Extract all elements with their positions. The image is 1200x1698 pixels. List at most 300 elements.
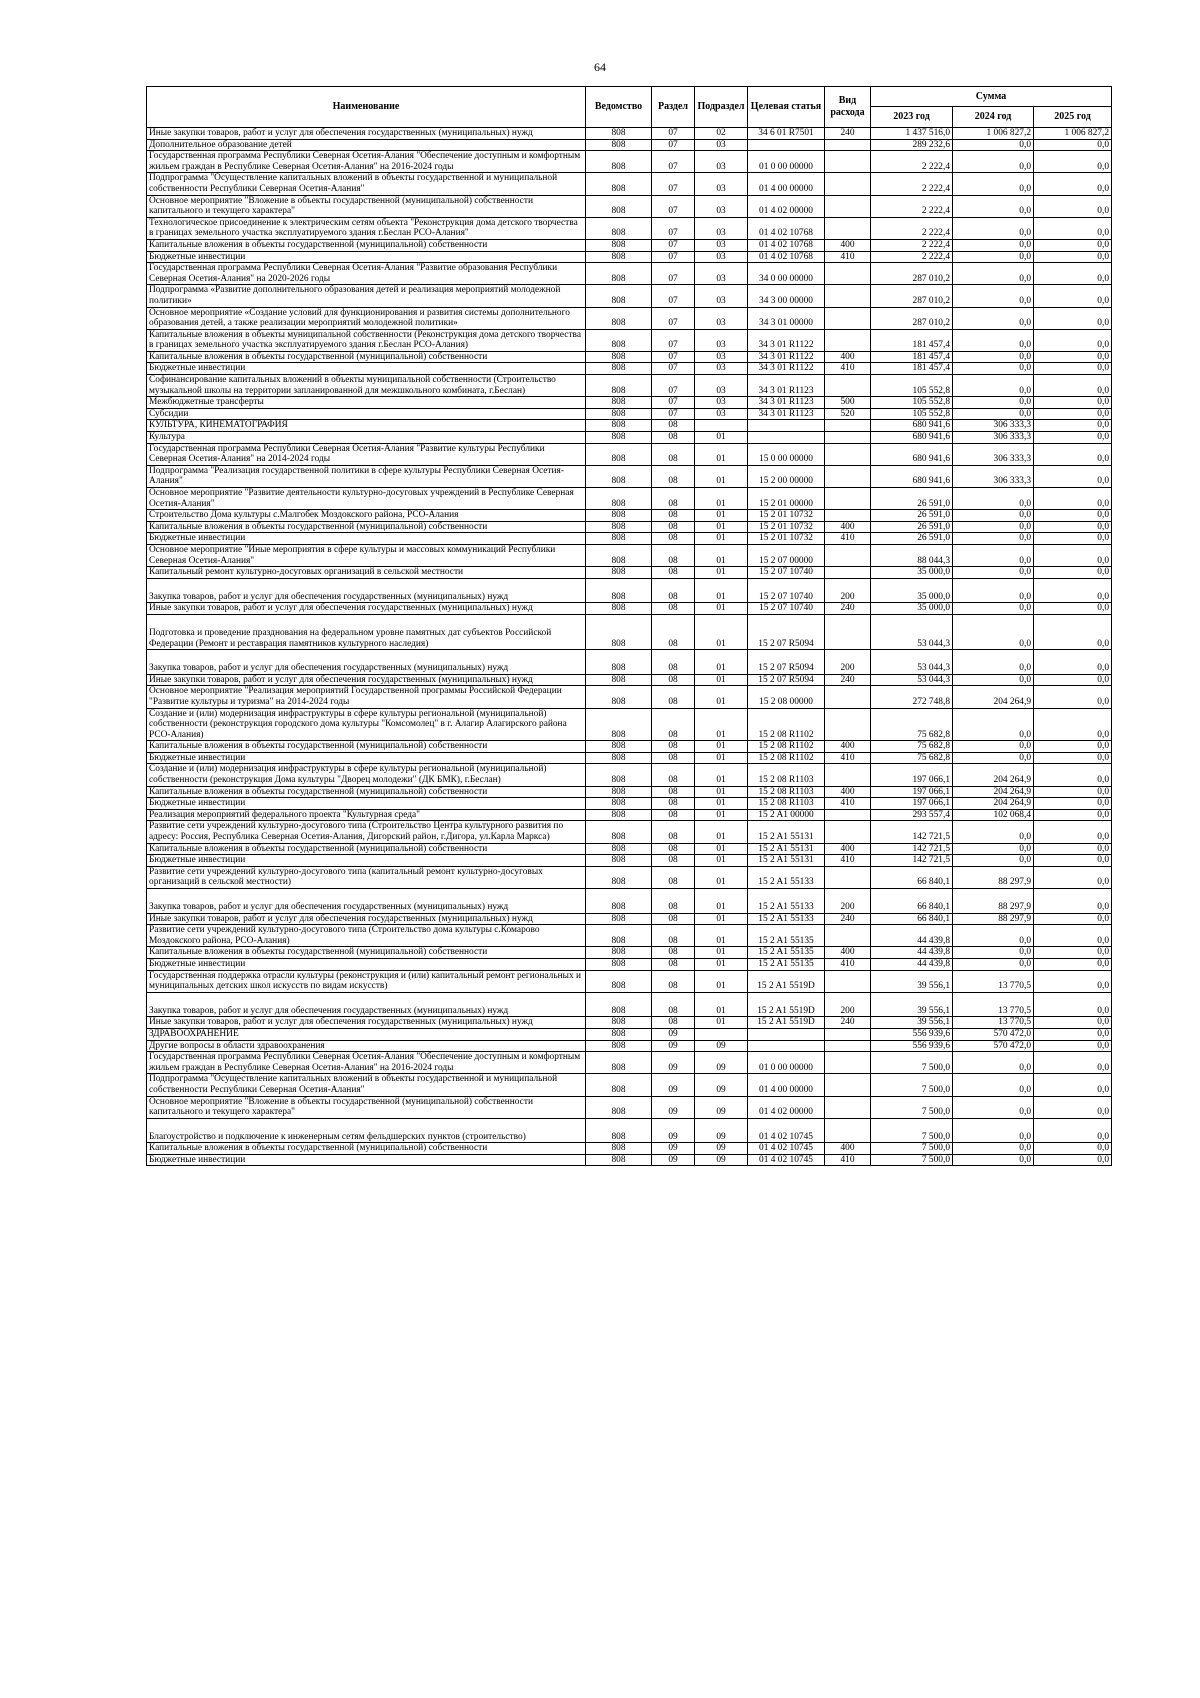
table-row (147, 1017, 1112, 1029)
cell-dept: 808 (586, 397, 652, 409)
cell-expense-type (825, 1052, 871, 1074)
cell-sum-2023: 293 557,4 (871, 809, 953, 821)
cell-subsection: 01 (695, 510, 748, 522)
cell-sum-2023: 35 000,0 (871, 603, 953, 615)
cell-name: Межбюджетные трансферты (147, 397, 586, 409)
cell-section: 07 (652, 363, 695, 375)
table-row (147, 533, 1112, 545)
table-header-row (147, 87, 1112, 107)
cell-sum-2025: 0,0 (1034, 195, 1112, 217)
cell-subsection: 09 (695, 1040, 748, 1052)
cell-section: 07 (652, 195, 695, 217)
cell-section: 09 (652, 1028, 695, 1040)
cell-target: 15 2 07 00000 (748, 544, 825, 566)
cell-sum-2025: 0,0 (1034, 408, 1112, 420)
cell-sum-2024: 0,0 (953, 650, 1034, 675)
table-row (147, 1040, 1112, 1052)
cell-subsection: 09 (695, 1096, 748, 1118)
header-section: Раздел (652, 87, 695, 128)
cell-sum-2024: 0,0 (953, 351, 1034, 363)
cell-expense-type (825, 443, 871, 465)
cell-name: Культура (147, 432, 586, 444)
cell-dept: 808 (586, 1096, 652, 1118)
cell-sum-2023: 680 941,6 (871, 465, 953, 487)
cell-expense-type: 400 (825, 351, 871, 363)
cell-subsection: 01 (695, 488, 748, 510)
cell-name: Создание и (или) модернизация инфраструктуры в сфере культуры региональной (муниципальной) собственности (реконструкция городского дома культуры "Комсомолец" в г. Алагир Алагирского района РСО-Алания) (147, 708, 586, 741)
table-row (147, 650, 1112, 675)
cell-dept: 808 (586, 285, 652, 307)
cell-expense-type: 400 (825, 239, 871, 251)
cell-sum-2024: 570 472,0 (953, 1040, 1034, 1052)
table-row (147, 195, 1112, 217)
cell-dept: 808 (586, 408, 652, 420)
cell-target (748, 1028, 825, 1040)
cell-sum-2023: 181 457,4 (871, 363, 953, 375)
cell-sum-2024: 13 770,5 (953, 992, 1034, 1017)
table-row (147, 578, 1112, 603)
cell-target: 01 0 00 00000 (748, 1052, 825, 1074)
cell-section: 08 (652, 992, 695, 1017)
cell-subsection: 01 (695, 913, 748, 925)
table-row (147, 764, 1112, 786)
cell-section: 07 (652, 408, 695, 420)
cell-section: 08 (652, 533, 695, 545)
cell-expense-type (825, 1118, 871, 1143)
cell-dept: 808 (586, 843, 652, 855)
cell-sum-2023: 289 232,6 (871, 139, 953, 151)
cell-name: Развитие сети учреждений культурно-досугового типа (Строительство Центра культурного развития по адресу: Россия, Республика Северная Осетия-Алания, Дигорский район, г.Дигора, ул.Карла Маркса) (147, 821, 586, 843)
cell-sum-2024: 88 297,9 (953, 889, 1034, 914)
cell-subsection: 09 (695, 1118, 748, 1143)
cell-subsection: 01 (695, 958, 748, 970)
cell-dept: 808 (586, 375, 652, 397)
cell-name: ЗДРАВООХРАНЕНИЕ (147, 1028, 586, 1040)
cell-expense-type (825, 614, 871, 649)
cell-subsection: 01 (695, 855, 748, 867)
cell-subsection: 01 (695, 866, 748, 888)
cell-section: 08 (652, 521, 695, 533)
cell-dept: 808 (586, 578, 652, 603)
cell-section: 08 (652, 798, 695, 810)
cell-expense-type (825, 925, 871, 947)
table-row (147, 741, 1112, 753)
cell-name: Основное мероприятие "Вложение в объекты государственной (муниципальной) собственности капитального и текущего характера" (147, 195, 586, 217)
cell-sum-2024: 0,0 (953, 408, 1034, 420)
table-row (147, 420, 1112, 432)
cell-sum-2024: 102 068,4 (953, 809, 1034, 821)
cell-name: Капитальный ремонт культурно-досуговых организаций в сельской местности (147, 567, 586, 579)
cell-subsection: 01 (695, 992, 748, 1017)
header-expense-type: Вид расхода (825, 87, 871, 128)
cell-section: 08 (652, 947, 695, 959)
table-row (147, 1052, 1112, 1074)
cell-target: 15 2 07 R5094 (748, 674, 825, 686)
cell-target: 01 4 00 00000 (748, 1074, 825, 1096)
cell-subsection: 03 (695, 139, 748, 151)
table-row (147, 151, 1112, 173)
cell-sum-2025: 0,0 (1034, 263, 1112, 285)
cell-section: 08 (652, 866, 695, 888)
cell-name: Основное мероприятие "Иные мероприятия в сфере культуры и массовых коммуникаций Республики Северная Осетия-Алания" (147, 544, 586, 566)
cell-sum-2024: 0,0 (953, 375, 1034, 397)
cell-expense-type (825, 567, 871, 579)
cell-sum-2024: 0,0 (953, 614, 1034, 649)
header-year-2023: 2023 год (871, 107, 953, 128)
cell-sum-2024: 0,0 (953, 263, 1034, 285)
cell-expense-type: 500 (825, 397, 871, 409)
cell-dept: 808 (586, 958, 652, 970)
cell-sum-2023: 2 222,4 (871, 217, 953, 239)
cell-dept: 808 (586, 603, 652, 615)
cell-expense-type (825, 1040, 871, 1052)
table-row (147, 958, 1112, 970)
cell-dept: 808 (586, 488, 652, 510)
cell-target: 15 2 A1 5519D (748, 970, 825, 992)
table-row (147, 443, 1112, 465)
cell-section: 09 (652, 1143, 695, 1155)
cell-sum-2023: 44 439,8 (871, 947, 953, 959)
cell-section: 09 (652, 1040, 695, 1052)
table-row (147, 614, 1112, 649)
cell-expense-type: 400 (825, 741, 871, 753)
cell-expense-type (825, 217, 871, 239)
cell-subsection: 01 (695, 567, 748, 579)
cell-sum-2023: 2 222,4 (871, 239, 953, 251)
cell-name: Капитальные вложения в объекты государственной (муниципальной) собственности (147, 843, 586, 855)
cell-sum-2025: 0,0 (1034, 397, 1112, 409)
cell-target: 15 2 A1 55133 (748, 889, 825, 914)
table-row (147, 567, 1112, 579)
cell-section: 08 (652, 786, 695, 798)
cell-sum-2024: 0,0 (953, 239, 1034, 251)
cell-sum-2023: 7 500,0 (871, 1118, 953, 1143)
cell-name: Капитальные вложения в объекты государственной (муниципальной) собственности (147, 1143, 586, 1155)
table-row (147, 329, 1112, 351)
cell-expense-type: 400 (825, 786, 871, 798)
cell-name: Реализация мероприятий федерального проекта "Культурная среда" (147, 809, 586, 821)
cell-sum-2023: 181 457,4 (871, 329, 953, 351)
cell-expense-type: 200 (825, 992, 871, 1017)
table-row (147, 786, 1112, 798)
cell-sum-2025: 0,0 (1034, 764, 1112, 786)
cell-name: Субсидии (147, 408, 586, 420)
cell-sum-2023: 39 556,1 (871, 992, 953, 1017)
cell-dept: 808 (586, 1017, 652, 1029)
cell-sum-2024: 0,0 (953, 843, 1034, 855)
cell-name: Благоустройство и подключение к инженерным сетям фельдшерских пунктов (строительство) (147, 1118, 586, 1143)
cell-expense-type (825, 866, 871, 888)
cell-expense-type: 410 (825, 958, 871, 970)
cell-name: Закупка товаров, работ и услуг для обеспечения государственных (муниципальных) нужд (147, 650, 586, 675)
cell-sum-2025: 0,0 (1034, 510, 1112, 522)
cell-sum-2024: 0,0 (953, 1052, 1034, 1074)
cell-sum-2023: 556 939,6 (871, 1028, 953, 1040)
table-row (147, 708, 1112, 741)
cell-target: 15 2 08 R1103 (748, 786, 825, 798)
table-row (147, 375, 1112, 397)
cell-name: Основное мероприятие «Создание условий для функционирования и развития системы дополнительного образования детей, а также реализации мероприятий молодежной политики» (147, 307, 586, 329)
cell-sum-2025: 0,0 (1034, 1052, 1112, 1074)
cell-sum-2024: 0,0 (953, 1074, 1034, 1096)
cell-expense-type: 520 (825, 408, 871, 420)
table-row (147, 217, 1112, 239)
cell-target: 15 2 00 00000 (748, 465, 825, 487)
cell-name: Основное мероприятие "Развитие деятельности культурно-досуговых учреждений в Республике Северная Осетия-Алания" (147, 488, 586, 510)
cell-sum-2024: 0,0 (953, 925, 1034, 947)
cell-section: 08 (652, 510, 695, 522)
cell-subsection: 03 (695, 363, 748, 375)
table-row (147, 285, 1112, 307)
cell-subsection: 01 (695, 650, 748, 675)
cell-section: 07 (652, 239, 695, 251)
cell-target: 15 0 00 00000 (748, 443, 825, 465)
cell-expense-type: 200 (825, 889, 871, 914)
cell-dept: 808 (586, 798, 652, 810)
cell-section: 07 (652, 263, 695, 285)
cell-section: 08 (652, 614, 695, 649)
cell-section: 08 (652, 855, 695, 867)
cell-dept: 808 (586, 351, 652, 363)
cell-dept: 808 (586, 217, 652, 239)
cell-target: 15 2 A1 55131 (748, 855, 825, 867)
cell-section: 09 (652, 1096, 695, 1118)
cell-dept: 808 (586, 465, 652, 487)
cell-name: Капитальные вложения в объекты государственной (муниципальной) собственности (147, 947, 586, 959)
cell-sum-2023: 556 939,6 (871, 1040, 953, 1052)
cell-subsection: 03 (695, 375, 748, 397)
cell-sum-2023: 7 500,0 (871, 1074, 953, 1096)
cell-dept: 808 (586, 151, 652, 173)
cell-subsection: 01 (695, 947, 748, 959)
cell-target: 34 0 00 00000 (748, 263, 825, 285)
cell-section: 08 (652, 1017, 695, 1029)
cell-target: 15 2 A1 5519D (748, 992, 825, 1017)
table-row (147, 521, 1112, 533)
cell-sum-2024: 0,0 (953, 1143, 1034, 1155)
cell-sum-2024: 13 770,5 (953, 1017, 1034, 1029)
cell-section: 08 (652, 708, 695, 741)
cell-target: 15 2 08 R1102 (748, 752, 825, 764)
cell-subsection: 03 (695, 397, 748, 409)
cell-subsection: 03 (695, 251, 748, 263)
cell-target: 15 2 A1 55133 (748, 866, 825, 888)
cell-sum-2023: 26 591,0 (871, 533, 953, 545)
cell-subsection: 01 (695, 1017, 748, 1029)
cell-expense-type: 400 (825, 843, 871, 855)
cell-name: Бюджетные инвестиции (147, 798, 586, 810)
cell-sum-2025: 0,0 (1034, 1118, 1112, 1143)
cell-dept: 808 (586, 992, 652, 1017)
cell-sum-2023: 680 941,6 (871, 420, 953, 432)
cell-sum-2023: 287 010,2 (871, 307, 953, 329)
cell-subsection: 03 (695, 239, 748, 251)
cell-sum-2025: 0,0 (1034, 533, 1112, 545)
table-row (147, 139, 1112, 151)
cell-name: Капитальные вложения в объекты государственной (муниципальной) собственности (147, 521, 586, 533)
cell-expense-type: 400 (825, 1143, 871, 1155)
cell-expense-type: 400 (825, 947, 871, 959)
cell-section: 07 (652, 307, 695, 329)
cell-dept: 808 (586, 970, 652, 992)
cell-expense-type: 410 (825, 798, 871, 810)
cell-sum-2024: 0,0 (953, 251, 1034, 263)
cell-target: 01 4 02 10745 (748, 1143, 825, 1155)
table-row (147, 752, 1112, 764)
cell-sum-2024: 0,0 (953, 567, 1034, 579)
cell-target: 34 3 01 R1122 (748, 363, 825, 375)
cell-name: Государственная программа Республики Северная Осетия-Алания "Обеспечение доступным и комфортным жильем граждан в Республике Северная Осетия-Алания" на 2016-2024 годы (147, 1052, 586, 1074)
cell-dept: 808 (586, 764, 652, 786)
cell-subsection: 01 (695, 708, 748, 741)
cell-expense-type (825, 151, 871, 173)
cell-dept: 808 (586, 1040, 652, 1052)
cell-sum-2023: 105 552,8 (871, 397, 953, 409)
table-row (147, 173, 1112, 195)
cell-sum-2025: 0,0 (1034, 947, 1112, 959)
cell-dept: 808 (586, 307, 652, 329)
cell-sum-2025: 0,0 (1034, 786, 1112, 798)
cell-name: Иные закупки товаров, работ и услуг для обеспечения государственных (муниципальных) нужд (147, 128, 586, 140)
cell-sum-2025: 0,0 (1034, 139, 1112, 151)
cell-dept: 808 (586, 1074, 652, 1096)
cell-section: 08 (652, 821, 695, 843)
cell-sum-2025: 0,0 (1034, 578, 1112, 603)
cell-section: 07 (652, 351, 695, 363)
table-row (147, 128, 1112, 140)
cell-section: 09 (652, 1052, 695, 1074)
cell-sum-2024: 306 333,3 (953, 465, 1034, 487)
cell-sum-2024: 204 264,9 (953, 786, 1034, 798)
cell-sum-2023: 142 721,5 (871, 843, 953, 855)
cell-target (748, 420, 825, 432)
cell-section: 08 (652, 488, 695, 510)
cell-name: Подпрограмма "Осуществление капитальных вложений в объекты государственной и муниципальной собственности Республики Северная Осетия-Алания" (147, 173, 586, 195)
cell-dept: 808 (586, 752, 652, 764)
cell-name: Строительство Дома культуры с.Малгобек Моздокского района, РСО-Алания (147, 510, 586, 522)
cell-expense-type: 400 (825, 521, 871, 533)
cell-sum-2024: 0,0 (953, 947, 1034, 959)
cell-expense-type: 200 (825, 650, 871, 675)
cell-sum-2025: 0,0 (1034, 752, 1112, 764)
cell-subsection: 03 (695, 285, 748, 307)
cell-target: 34 3 01 R1123 (748, 408, 825, 420)
cell-sum-2024: 306 333,3 (953, 420, 1034, 432)
cell-expense-type (825, 1096, 871, 1118)
cell-sum-2025: 0,0 (1034, 686, 1112, 708)
cell-dept: 808 (586, 1143, 652, 1155)
cell-sum-2024: 0,0 (953, 1118, 1034, 1143)
cell-sum-2024: 0,0 (953, 329, 1034, 351)
cell-subsection: 09 (695, 1074, 748, 1096)
cell-target: 15 2 07 R5094 (748, 614, 825, 649)
cell-name: Технологическое присоединение к электрическим сетям объекта "Реконструкция дома детского творчества в границах земельного участка эксплуатируемого здания г.Беслан РСО-Алания" (147, 217, 586, 239)
cell-target: 15 2 01 10732 (748, 533, 825, 545)
cell-name: Закупка товаров, работ и услуг для обеспечения государственных (муниципальных) нужд (147, 992, 586, 1017)
cell-sum-2025: 0,0 (1034, 375, 1112, 397)
cell-sum-2024: 0,0 (953, 285, 1034, 307)
cell-dept: 808 (586, 128, 652, 140)
cell-section: 07 (652, 251, 695, 263)
cell-name: Бюджетные инвестиции (147, 1154, 586, 1166)
cell-name: Иные закупки товаров, работ и услуг для обеспечения государственных (муниципальных) нужд (147, 603, 586, 615)
table-row (147, 363, 1112, 375)
cell-sum-2023: 66 840,1 (871, 913, 953, 925)
cell-target: 34 3 01 00000 (748, 307, 825, 329)
cell-subsection: 09 (695, 1154, 748, 1166)
cell-dept: 808 (586, 866, 652, 888)
cell-sum-2024: 0,0 (953, 578, 1034, 603)
cell-subsection: 01 (695, 674, 748, 686)
cell-sum-2024: 13 770,5 (953, 970, 1034, 992)
header-subsection: Подраздел (695, 87, 748, 128)
cell-target: 34 3 01 R1123 (748, 397, 825, 409)
cell-section: 08 (652, 650, 695, 675)
cell-sum-2023: 1 437 516,0 (871, 128, 953, 140)
cell-sum-2025: 0,0 (1034, 821, 1112, 843)
cell-section: 07 (652, 139, 695, 151)
cell-section: 08 (652, 686, 695, 708)
cell-sum-2024: 0,0 (953, 674, 1034, 686)
cell-section: 08 (652, 913, 695, 925)
cell-sum-2024: 0,0 (953, 397, 1034, 409)
cell-sum-2025: 0,0 (1034, 650, 1112, 675)
cell-target (748, 432, 825, 444)
cell-sum-2023: 44 439,8 (871, 925, 953, 947)
cell-sum-2023: 680 941,6 (871, 443, 953, 465)
cell-target: 34 6 01 R7501 (748, 128, 825, 140)
table-row (147, 1118, 1112, 1143)
cell-section: 08 (652, 958, 695, 970)
cell-sum-2025: 0,0 (1034, 913, 1112, 925)
cell-sum-2025: 0,0 (1034, 798, 1112, 810)
cell-sum-2025: 0,0 (1034, 239, 1112, 251)
cell-name: Капитальные вложения в объекты государственной (муниципальной) собственности (147, 239, 586, 251)
cell-target (748, 1040, 825, 1052)
cell-expense-type (825, 708, 871, 741)
cell-subsection: 03 (695, 307, 748, 329)
cell-sum-2024: 0,0 (953, 821, 1034, 843)
cell-sum-2025: 0,0 (1034, 843, 1112, 855)
cell-name: Капитальные вложения в объекты государственной (муниципальной) собственности (147, 351, 586, 363)
cell-dept: 808 (586, 329, 652, 351)
cell-expense-type (825, 764, 871, 786)
cell-expense-type: 240 (825, 913, 871, 925)
cell-sum-2024: 1 006 827,2 (953, 128, 1034, 140)
cell-target: 01 4 02 10768 (748, 251, 825, 263)
cell-sum-2023: 66 840,1 (871, 889, 953, 914)
cell-sum-2024: 204 264,9 (953, 686, 1034, 708)
cell-target: 15 2 A1 55133 (748, 913, 825, 925)
cell-expense-type (825, 488, 871, 510)
cell-dept: 808 (586, 533, 652, 545)
table-row (147, 544, 1112, 566)
table-row (147, 686, 1112, 708)
cell-dept: 808 (586, 510, 652, 522)
cell-target: 15 2 07 R5094 (748, 650, 825, 675)
cell-sum-2025: 0,0 (1034, 674, 1112, 686)
cell-target: 34 3 01 R1122 (748, 329, 825, 351)
cell-sum-2025: 0,0 (1034, 970, 1112, 992)
table-row (147, 1028, 1112, 1040)
cell-sum-2025: 0,0 (1034, 1074, 1112, 1096)
cell-dept: 808 (586, 363, 652, 375)
cell-section: 07 (652, 285, 695, 307)
cell-expense-type (825, 432, 871, 444)
cell-sum-2025: 0,0 (1034, 1143, 1112, 1155)
cell-subsection: 01 (695, 843, 748, 855)
cell-sum-2025: 0,0 (1034, 741, 1112, 753)
